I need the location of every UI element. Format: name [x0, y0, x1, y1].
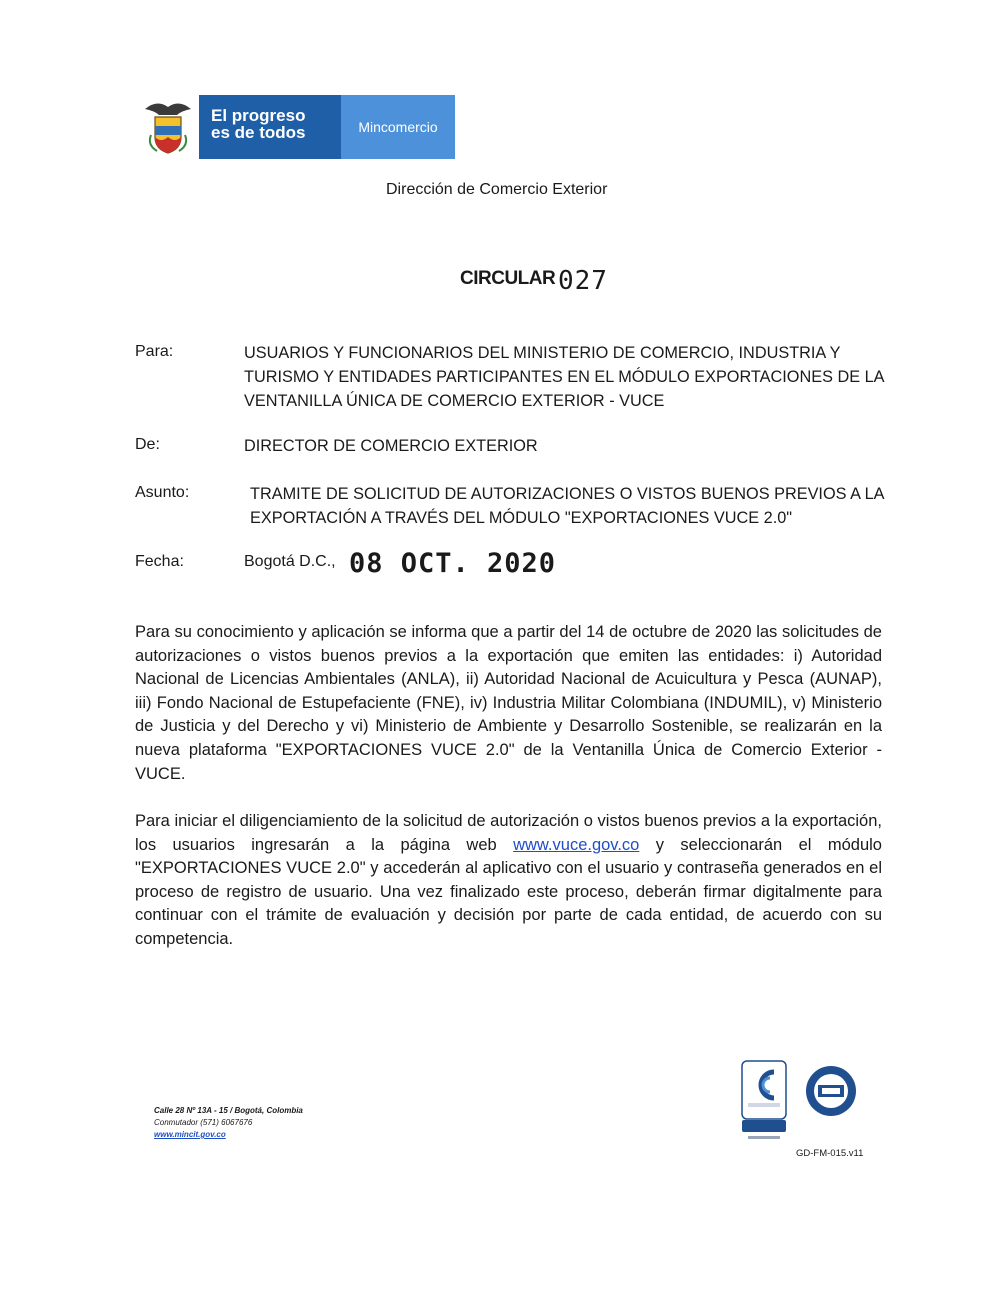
- paragraph-2-rest: y seleccionarán el módulo "EXPORTACIONES VUCE 2.0" y accederán al aplicativo con el usuario y contraseña generados en el proceso de registro de usuario. Una vez finalizado este proceso, deberán firmar digitalmente para continuar con el trámite de evaluación y decisión por parte de cada entidad, de acuerdo con su competencia.: [135, 835, 882, 948]
- header-logo: [137, 95, 455, 159]
- para-label: Para:: [135, 343, 174, 360]
- iqnet-certification-icon: [804, 1064, 858, 1118]
- para-value: USUARIOS Y FUNCIONARIOS DEL MINISTERIO DE COMERCIO, INDUSTRIA Y TURISMO Y ENTIDADES PARTICIPANTES EN EL MÓDULO EXPORTACIONES DE LA VENTANILLA ÚNICA DE COMERCIO EXTERIOR - VUCE: [244, 344, 884, 410]
- paragraph-2-intro: Para iniciar el diligenciamiento de la solicitud de autorización o vistos buenos previos a la exportación, los usuarios ingresarán a la página web: [135, 812, 882, 854]
- circular-number: 027: [558, 266, 608, 296]
- footer-website-link[interactable]: www.mincit.gov.co: [154, 1130, 226, 1139]
- asunto-value: TRAMITE DE SOLICITUD DE AUTORIZACIONES O VISTOS BUENOS PREVIOS A LA EXPORTACIÓN A TRAVÉS DEL MÓDULO "EXPORTACIONES VUCE 2.0": [250, 485, 884, 527]
- logo-slogan-line2: es de todos: [211, 123, 306, 142]
- footer-phone: Conmutador (571) 6067676: [154, 1118, 253, 1127]
- coat-of-arms-icon: [137, 95, 199, 159]
- logo-slogan-line1: El progreso: [211, 106, 306, 125]
- fecha-city: Bogotá D.C.,: [244, 553, 336, 570]
- document-code: GD-FM-015.v11: [796, 1148, 864, 1159]
- de-value: DIRECTOR DE COMERCIO EXTERIOR: [244, 437, 538, 455]
- vuce-website-link[interactable]: www.vuce.gov.co: [513, 835, 640, 854]
- date-stamp: 08 OCT. 2020: [349, 548, 557, 579]
- footer-address: Calle 28 Nº 13A - 15 / Bogotá, Colombia: [154, 1106, 303, 1115]
- footer-address-block: [154, 1105, 303, 1141]
- asunto-label: Asunto:: [135, 484, 190, 501]
- department-name: Dirección de Comercio Exterior: [386, 181, 608, 198]
- logo-ministry: Mincomercio: [341, 95, 455, 159]
- body-paragraph-1: Para su conocimiento y aplicación se informa que a partir del 14 de octubre de 2020 las solicitudes de autorizaciones o vistos buenos previos a la exportación que emiten las entidades: i) Autoridad Nacional de Licencias Ambientales (ANLA), ii) Autoridad Nacional de Acuicultura y Pesca (AUNAP), iii) Fondo Nacional de Estupefaciente (FNE), iv) Industria Militar Colombiana (INDUMIL), v) Ministerio de Justicia y del Derecho y vi) Ministerio de Ambiente y Desarrollo Sostenible, se realizarán en la nueva plataforma "EXPORTACIONES VUCE 2.0" de la Ventanilla Única de Comercio Exterior - VUCE.: [135, 623, 882, 783]
- fecha-label: Fecha:: [135, 553, 184, 570]
- body-paragraph-2: [135, 810, 882, 952]
- circular-title: CIRCULAR: [460, 268, 556, 289]
- icontec-certification-icon: [740, 1060, 788, 1142]
- logo-slogan: [199, 95, 341, 159]
- de-label: De:: [135, 436, 160, 453]
